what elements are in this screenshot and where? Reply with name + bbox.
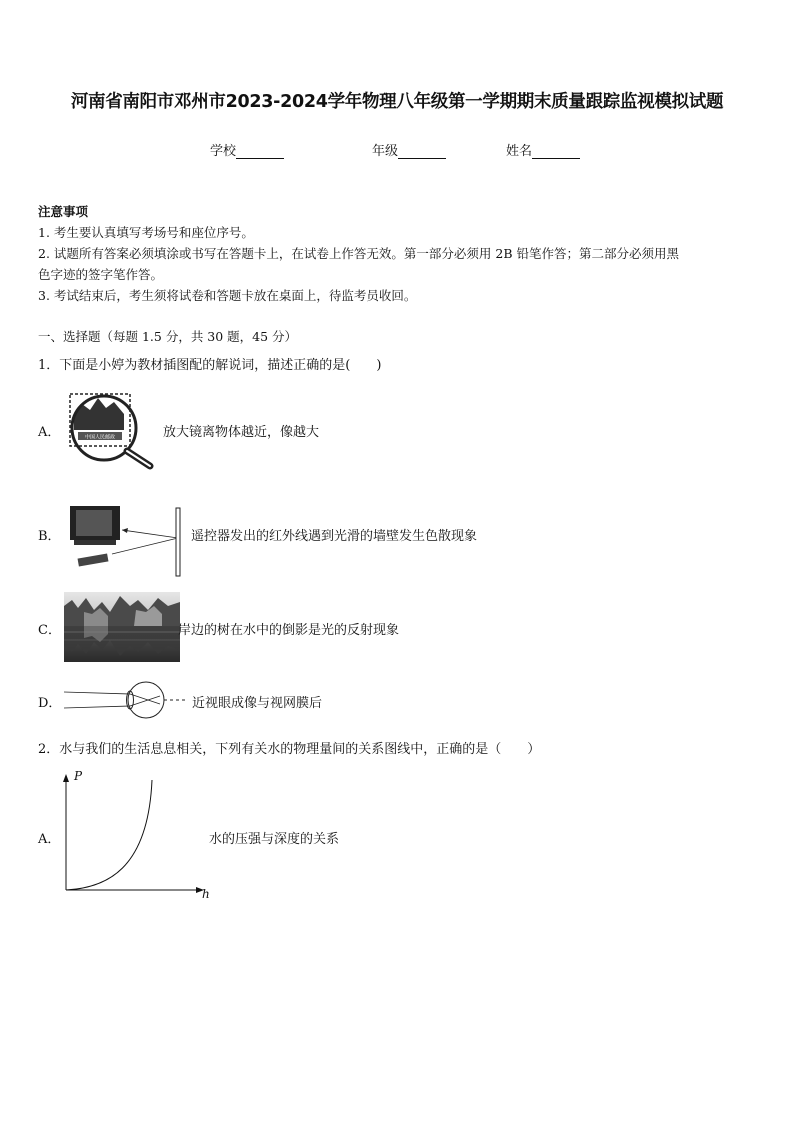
ir-ray-reflected [122, 530, 178, 538]
name-label: 姓名 [506, 144, 533, 159]
wall [176, 508, 180, 576]
q1-option-a-text: 放大镜离物体越近，像越大 [163, 425, 320, 440]
grade-blank[interactable] [398, 144, 446, 159]
q1-option-b-text: 遥控器发出的红外线遇到光滑的墙壁发生色散现象 [191, 529, 478, 544]
pressure-curve [66, 780, 152, 890]
tv-screen [76, 510, 112, 536]
school-blank[interactable] [236, 144, 284, 159]
q1-option-d-text: 近视眼成像与视网膜后 [192, 696, 323, 711]
notice-item: 2. 试题所有答案必须填涂或书写在答题卡上，在试卷上作答无效。第一部分必须用 2B 铅笔作答；第二部分必须用黑 [38, 246, 679, 261]
q1-option-d-letter[interactable]: D． [38, 696, 62, 711]
y-axis-label: P [74, 769, 83, 783]
tv-remote-wall-figure [64, 500, 188, 578]
ir-ray-incident [112, 538, 178, 554]
q1-option-a-letter[interactable]: A． [38, 425, 61, 440]
q2-option-a-letter[interactable]: A． [38, 832, 61, 847]
name-blank[interactable] [532, 144, 580, 159]
q1-option-c-text: 岸边的树在水中的倒影是光的反射现象 [178, 623, 400, 638]
q1-option-c-letter[interactable]: C． [38, 623, 61, 638]
notice-heading: 注意事项 [38, 204, 89, 219]
pressure-depth-graph [56, 766, 216, 902]
light-ray-top [64, 692, 130, 694]
q1-option-b-letter[interactable]: B． [38, 529, 61, 544]
x-axis-label: h [202, 887, 210, 901]
tree-reflection-photo [64, 592, 180, 662]
q2-option-a-text: 水的压强与深度的关系 [209, 832, 340, 847]
stamp-caption: 中国人民邮政 [84, 434, 116, 441]
tv-base [74, 540, 116, 545]
school-label: 学校 [210, 144, 237, 159]
school-field [210, 140, 284, 159]
magnifier-stamp-figure [64, 390, 160, 472]
question-2-stem: 2．水与我们的生活息息相关，下列有关水的物理量间的关系图线中，正确的是（ ） [38, 742, 541, 757]
page-title: 河南省南阳市邓州市2023-2024学年物理八年级第一学期期末质量跟踪监视模拟试题 [70, 92, 724, 112]
notice-item: 色字迹的签字笔作答。 [38, 267, 164, 282]
notice-item: 3. 考试结束后，考生须将试卷和答题卡放在桌面上，待监考员收回。 [38, 288, 417, 303]
remote-icon [78, 553, 109, 566]
grade-field [372, 140, 446, 159]
question-1-stem: 1．下面是小婷为教材插图配的解说词，描述正确的是( ) [38, 358, 382, 373]
grade-label: 年级 [372, 144, 399, 159]
section-heading: 一、选择题（每题 1.5 分，共 30 题，45 分） [38, 329, 298, 344]
eye-diagram [64, 680, 190, 720]
notice-item: 1. 考生要认真填写考场号和座位序号。 [38, 225, 254, 240]
name-field [506, 140, 580, 159]
light-ray-bottom [64, 706, 130, 708]
